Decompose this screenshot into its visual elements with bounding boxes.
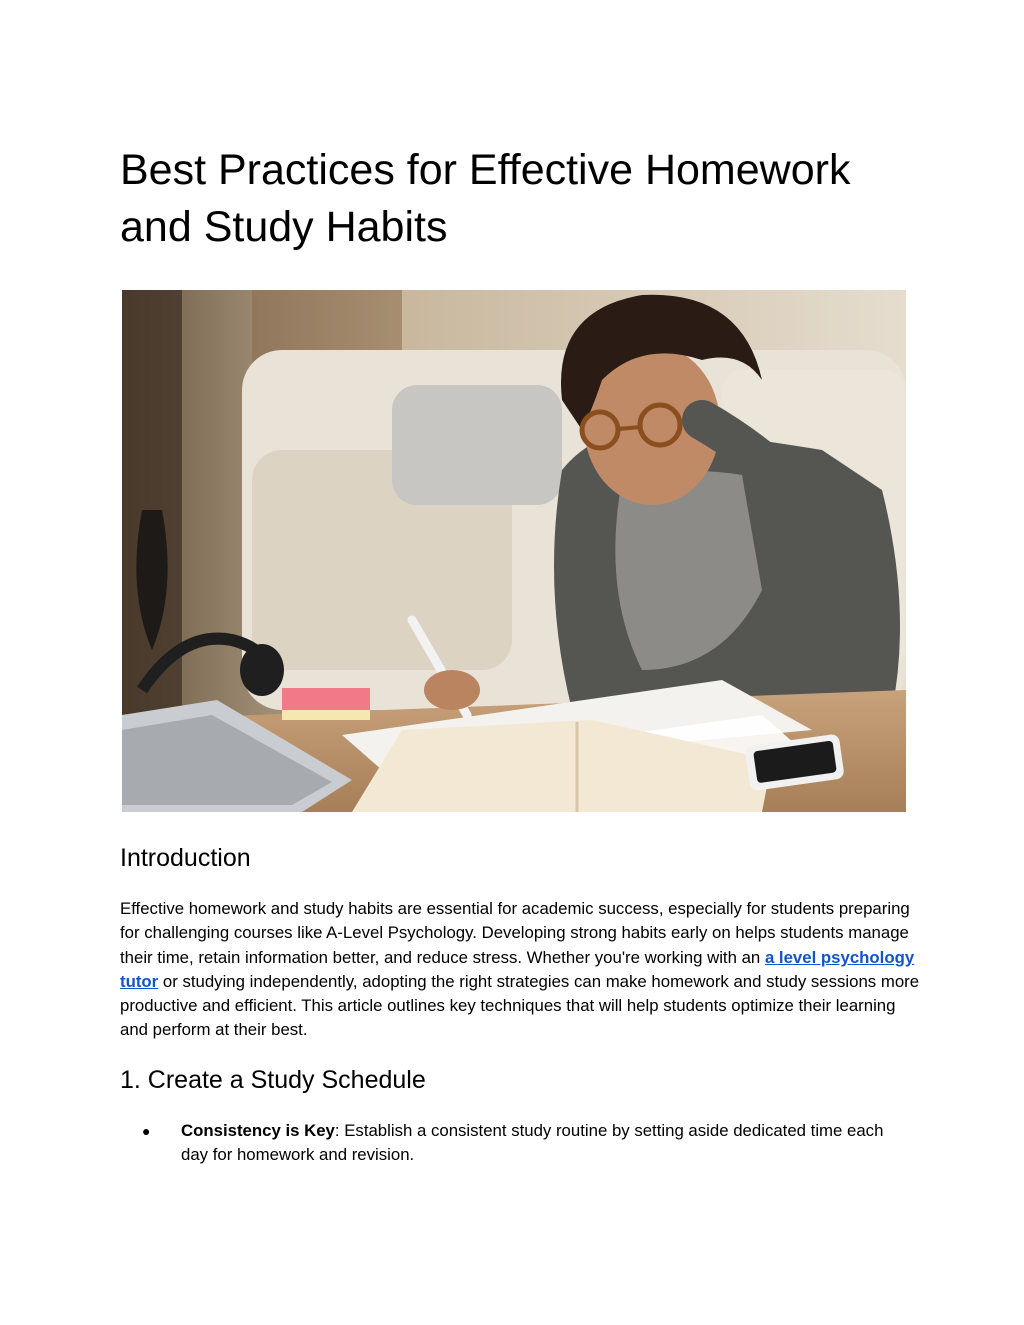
introduction-paragraph <box>120 897 920 1043</box>
bullet-text: : Establish a consistent study routine by setting aside dedicated time each day for homework and revision. <box>181 1121 884 1165</box>
list-item <box>120 1119 910 1168</box>
introduction-text-end: or studying independently, adopting the right strategies can make homework and study sessions more productive and efficient. This article outlines key techniques that will help students optimize their learning and perform at their best. <box>120 971 920 1040</box>
introduction-heading: Introduction <box>120 844 251 872</box>
bullet-bold-label: Consistency is Key <box>181 1121 335 1140</box>
page-title: Best Practices for Effective Homework and Study Habits <box>120 146 851 251</box>
introduction-text-start: Effective homework and study habits are essential for academic success, especially for students preparing for challenging courses like A-Level Psychology. Developing strong habits early on helps students manage their time, retain information better, and reduce stress. Whether you're working with an <box>120 899 910 967</box>
bullet-marker: ● <box>142 1123 151 1139</box>
psychology-tutor-link[interactable]: a level psychology tutor <box>120 947 915 991</box>
hero-photo <box>122 290 906 812</box>
schedule-heading: 1. Create a Study Schedule <box>120 1066 426 1094</box>
schedule-bullet-list <box>120 1119 910 1168</box>
